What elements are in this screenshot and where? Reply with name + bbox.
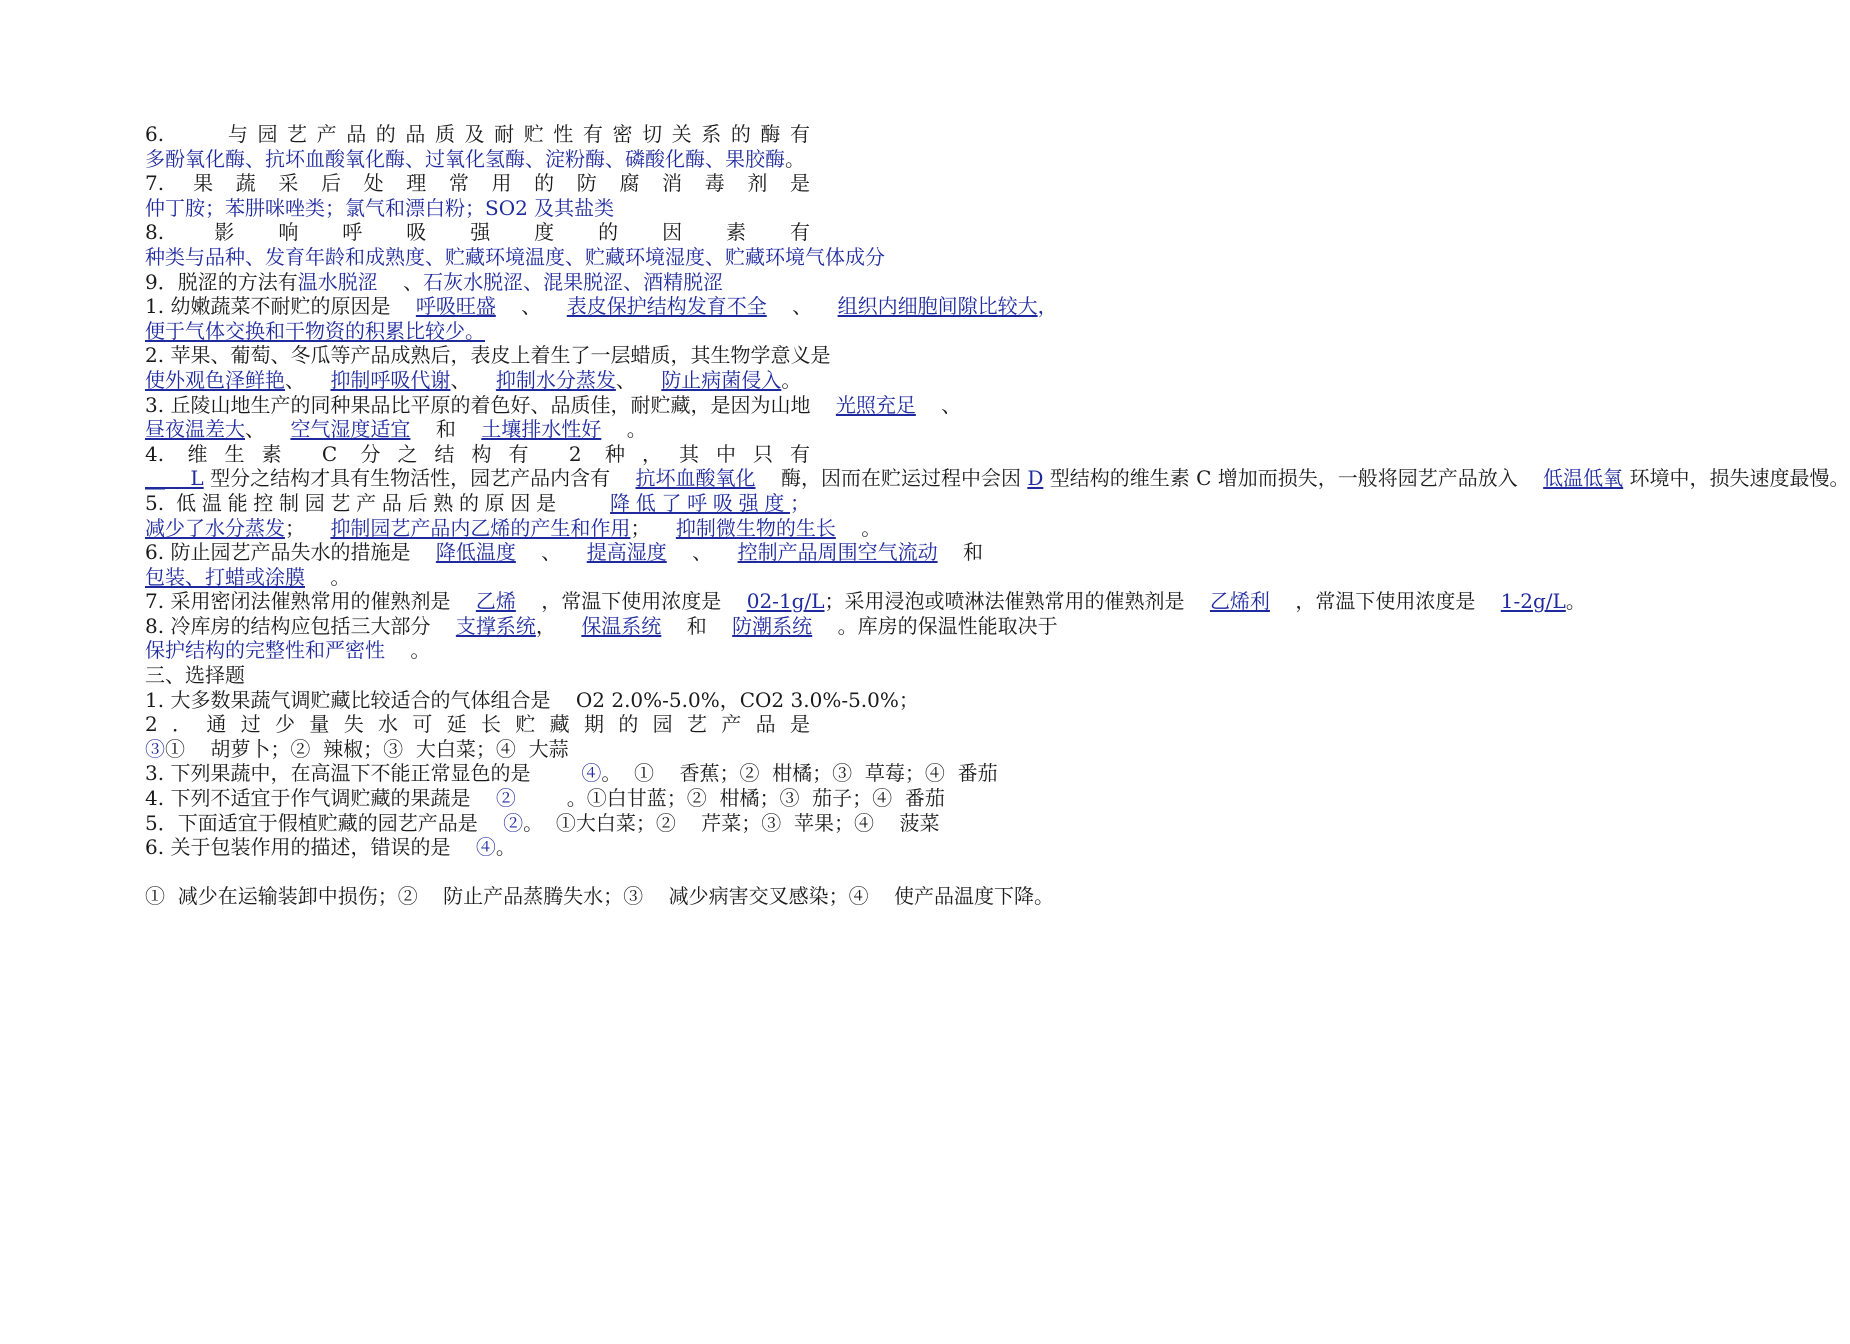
question-text: 1. 幼嫩蔬菜不耐贮的原因是 (145, 294, 416, 319)
question-text: 。 (785, 146, 805, 171)
question-text: 、 (245, 417, 291, 442)
answer-text: 空气湿度适宜 (290, 417, 411, 442)
question-text: ； (630, 515, 676, 540)
question-text: 、 (615, 367, 662, 392)
answer-text: 便于气体交换和干物资的积累比较少。 (145, 318, 485, 343)
answer-text: ； (790, 490, 811, 515)
question-text: 4. 下列不适宜于作气调贮藏的果蔬是 (145, 786, 496, 811)
answer-text: 昼夜温差大 (145, 417, 245, 442)
answer-text: 支撑系统 (455, 613, 536, 638)
question-text: 、 (495, 294, 567, 319)
answer-text: 提高湿度 (586, 540, 667, 565)
paragraph (145, 589, 1586, 614)
question-text: 8. 冷库房的结构应包括三大部分 (145, 613, 456, 638)
paragraph (145, 490, 882, 540)
paragraph (145, 883, 1055, 909)
question-text: 和 (661, 613, 733, 638)
question-text: 、 (377, 269, 424, 294)
question-text: 。库房的保温性能取决于 (812, 613, 1058, 638)
paragraph (145, 613, 1058, 663)
answer-text: D (1027, 466, 1044, 491)
answer-text: 降低了呼吸强度 (610, 490, 791, 515)
question-text: 6. 防止园艺产品失水的措施是 (145, 540, 436, 565)
answer-text: 抑制微生物的生长 (675, 515, 836, 540)
question-text: 。 (495, 835, 516, 860)
question-text: ， (535, 613, 582, 638)
answer-text: 抑制园艺产品内乙烯的产生和作用 (330, 515, 631, 540)
paragraph (145, 220, 885, 269)
question-text: 7. 果蔬采后处理常用的防腐消毒剂是 (145, 171, 810, 196)
question-text: 、 (285, 367, 331, 392)
answer-text: 温水脱涩 (297, 269, 378, 294)
answer-text: 降低温度 (435, 540, 516, 565)
question-text: 6. 与园艺产品的品质及耐贮性有密切关系的酶有 (145, 122, 810, 146)
answer-text: ② (503, 810, 524, 835)
answer-text: 组织内细胞间隙比较大 (837, 294, 1038, 319)
paragraph (145, 171, 810, 220)
answer-text: 防潮系统 (732, 613, 813, 638)
answer-text: 保温系统 (581, 613, 662, 638)
question-text: 3. 丘陵山地生产的同种果品比平原的着色好、品质佳，耐贮藏，是因为山地 (145, 392, 836, 417)
answer-text: 抗坏血酸氧化 (635, 466, 756, 491)
question-text: 5. 低温能控制园艺产品后熟的原因是 (145, 490, 611, 515)
paragraph (145, 835, 810, 860)
answer-text: 多酚氧化酶、抗坏血酸氧化酶、过氧化氢酶、淀粉酶、磷酸化酶、果胶酶 (145, 146, 785, 171)
paragraph (145, 786, 945, 811)
paragraph (145, 294, 1058, 343)
answer-text: ④ (475, 835, 496, 860)
question-text: 、 (915, 392, 962, 417)
question-text: 9．脱涩的方法有 (145, 269, 298, 294)
question-text: 酶，因而在贮运过程中会因 (755, 466, 1028, 491)
answer-text: 抑制水分蒸发 (495, 367, 616, 392)
question-text: 型结构的维生素 C 增加而损失，一般将园艺产品放入 (1043, 466, 1544, 491)
answer-text: ② (495, 786, 516, 811)
paragraph (145, 663, 810, 688)
question-text: ，常温下使用浓度是 (515, 589, 747, 614)
question-text: 1. 大多数果蔬气调贮藏比较适合的气体组合是 O2 2.0%-5.0%，CO2 3.0%-5.0%； (145, 687, 919, 712)
question-text: 4. 维生素 C 分之结构有 2 种，其中只有 (145, 441, 810, 466)
question-text: ，常温下使用浓度是 (1269, 589, 1501, 614)
paragraph (145, 392, 962, 442)
question-text: 。①白甘蓝；② 柑橘；③ 茄子；④ 番茄 (515, 786, 945, 811)
answer-text: 使外观色泽鲜艳 (145, 367, 285, 392)
question-text: 。 (835, 515, 882, 540)
answer-text: 低温低氧 (1543, 466, 1624, 491)
question-text: ① 胡萝卜；② 辣椒；③ 大白菜；④ 大蒜 (165, 736, 569, 761)
answer-text: 乙烯 (475, 589, 516, 614)
paragraph (145, 441, 1850, 491)
question-text: 。 (305, 564, 351, 589)
question-text: 3. 下列果蔬中，在高温下不能正常显色的是 (145, 761, 582, 786)
answer-text: 减少了水分蒸发 (145, 515, 285, 540)
paragraph (145, 122, 810, 171)
answer-text: 包装、打蜡或涂膜 (145, 564, 305, 589)
answer-text: __ L (145, 466, 204, 491)
answer-text: 土壤排水性好 (481, 417, 602, 442)
question-text: 8. 影响呼吸强度的因素有 (145, 220, 810, 245)
answer-text: 种类与品种、发育年龄和成熟度、贮藏环境温度、贮藏环境湿度、贮藏环境气体成分 (145, 244, 885, 269)
paragraph (145, 712, 810, 761)
answer-text: 表皮保护结构发育不全 (566, 294, 767, 319)
question-text: 、 (766, 294, 838, 319)
question-text: ① 减少在运输装卸中损伤；② 防止产品蒸腾失水；③ 减少病害交叉感染；④ 使产品温度下降。 (145, 883, 1055, 908)
answer-text: 防止病菌侵入 (661, 367, 782, 392)
question-text: 7. 采用密闭法催熟常用的催熟剂是 (145, 589, 476, 614)
answer-text: 抑制呼吸代谢 (330, 367, 451, 392)
answer-text: 控制产品周围空气流动 (737, 540, 938, 565)
answer-text: 1-2g/L (1500, 589, 1566, 614)
answer-text: 乙烯利 (1209, 589, 1270, 614)
answer-text: 02-1g/L (746, 589, 825, 614)
paragraph (145, 540, 984, 589)
question-text: 。 (385, 638, 431, 663)
question-text: 、 (515, 540, 587, 565)
paragraph (145, 810, 940, 836)
question-text: ； (285, 515, 331, 540)
question-text: 。 (781, 367, 802, 392)
answer-text: ④ (581, 761, 602, 786)
blank-line (145, 860, 810, 884)
question-text: 2. 苹果、葡萄、冬瓜等产品成熟后，表皮上着生了一层蜡质，其生物学意义是 (145, 343, 831, 368)
question-text: 、 (450, 367, 496, 392)
answer-text: ， (1037, 294, 1058, 319)
answer-text: 呼吸旺盛 (415, 294, 496, 319)
question-text: 5．下面适宜于假植贮藏的园艺产品是 (145, 810, 504, 835)
answer-text: 保护结构的完整性和严密性 (145, 638, 385, 663)
question-text: 。 (1565, 589, 1586, 614)
paragraph (145, 270, 810, 295)
question-text: 。 ①大白菜；② 芹菜；③ 苹果；④ 菠菜 (523, 810, 940, 835)
document-body (145, 122, 1850, 908)
paragraph (145, 687, 919, 713)
question-text: 。 (601, 417, 647, 442)
question-text: 型分之结构才具有生物活性，园艺产品内含有 (203, 466, 636, 491)
paragraph (145, 761, 998, 786)
paragraph (145, 343, 831, 392)
answer-text: 光照充足 (835, 392, 916, 417)
question-text: 。 ① 香蕉；② 柑橘；③ 草莓；④ 番茄 (601, 761, 998, 786)
question-text: 环境中，损失速度最慢。 (1623, 466, 1850, 491)
question-text: ；采用浸泡或喷淋法催熟常用的催熟剂是 (824, 589, 1210, 614)
answer-text: 石灰水脱涩、混果脱涩、酒精脱涩 (423, 269, 724, 294)
question-text: 三、选择题 (145, 663, 245, 688)
answer-text: 仲丁胺；苯肼咪唑类；氯气和漂白粉；SO2 及其盐类 (145, 195, 615, 220)
question-text: 和 (937, 540, 984, 565)
question-text: 、 (666, 540, 738, 565)
question-text: 和 (410, 417, 482, 442)
question-text: 6. 关于包装作用的描述，错误的是 (145, 835, 476, 860)
answer-text: ③ (145, 736, 165, 761)
question-text: 2．通过少量失水可延长贮藏期的园艺产品是 (145, 712, 810, 737)
